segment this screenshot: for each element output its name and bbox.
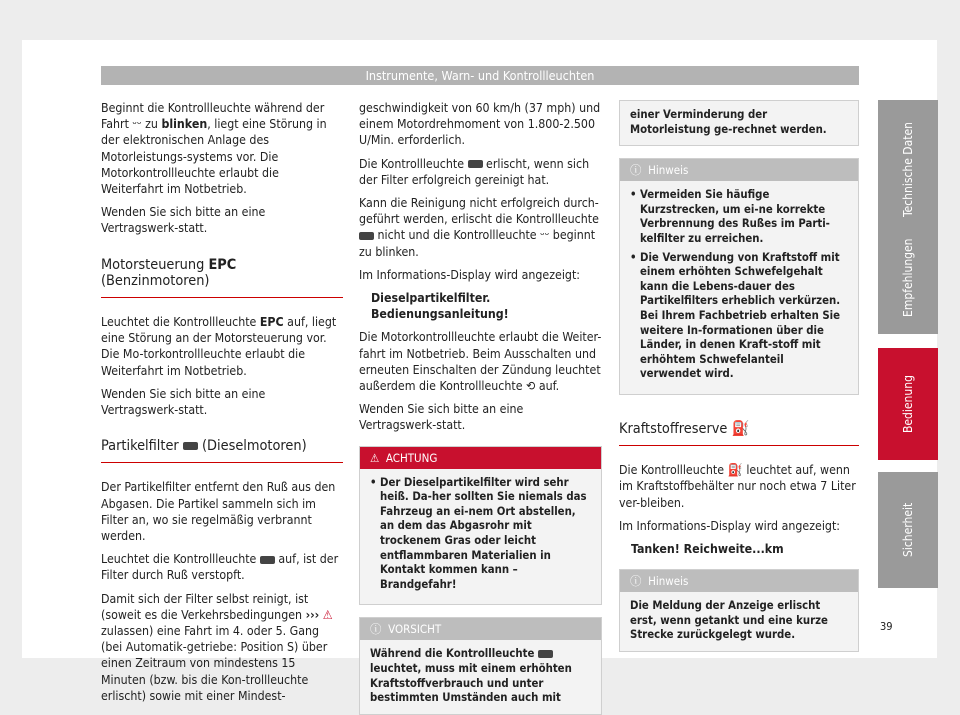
display-message: Dieselpartikelfilter. Bedienungsanleitung! xyxy=(371,291,509,322)
side-tab-bedienung[interactable]: Bedienung xyxy=(878,348,938,460)
hint-box xyxy=(619,158,859,395)
hint-item: • Vermeiden Sie häufige Kurzstrecken, um ei-ne korrekte Verbrennung des Rußes im Parti-kelfilter zu erreichen. xyxy=(630,188,848,246)
paragraph: Die Kontrollleuchte ⛽ leuchtet auf, wenn im Kraftstoffbehälter nur noch etwa 7 Liter ver-bleiben. xyxy=(619,463,856,510)
caution-box xyxy=(359,617,602,714)
warning-text: • Der Dieselpartikelfilter wird sehr heiß. Da-her sollten Sie niemals das Fahrzeug an ei-nem Ort abstellen, an dem das Abgasrohr mit trockenem Gras oder leicht entflammbaren Materialien in Kontakt kommen kann – Brandgefahr! xyxy=(370,476,591,593)
fuel-pump-icon: ⛽ xyxy=(727,463,743,478)
chapter-header: Instrumente, Warn- und Kontrollleuchten xyxy=(101,66,859,85)
paragraph: Wenden Sie sich bitte an eine Vertragswerk-statt. xyxy=(101,386,266,418)
paragraph: Die Kontrollleuchte erlischt, wenn sich der Filter erfolgreich gereinigt hat. xyxy=(359,156,590,187)
caution-text: Während die Kontrollleuchte leuchtet, muss mit einem erhöhten Kraftstoffverbrauch und unter bestimmten Umständen auch mit xyxy=(370,647,572,705)
hint-text: Die Meldung der Anzeige erlischt erst, wenn getankt und eine kurze Strecke zurückgelegt wurde. xyxy=(630,599,828,642)
side-tab-empfehlungen[interactable]: Empfehlungen xyxy=(878,222,938,334)
info-icon: ⓘ xyxy=(630,574,642,589)
paragraph: Damit sich der Filter selbst reinigt, ist (soweit es die Verkehrsbedingungen ››› ⚠ zulassen) eine Fahrt im 4. oder 5. Gang (bei Automatik-getriebe: Position S) über einen Zeitraum von mindestens 15 Minuten (bzw. bis die Kon-trollleuchte erlischt) sowie mit einer Mindest- xyxy=(101,591,333,703)
paragraph: Wenden Sie sich bitte an eine Vertragswerk-statt. xyxy=(359,402,524,433)
hint-item: • Die Verwendung von Kraftstoff mit einem erhöhten Schwefelgehalt kann die Lebens-dauer des Partikelfilters erheblich verkürzen. Bei Ihrem Fachbetrieb erhalten Sie weitere In-formationen über die Länder, in denen Kraft-stoff mit erhöhtem Schwefelanteil verwendet wird. xyxy=(630,251,848,382)
info-icon: ⓘ xyxy=(630,163,642,178)
paragraph: Leuchtet die Kontrollleuchte EPC auf, liegt eine Störung an der Motorsteuerung vor. Die Mo-torkontrollleuchte erlaubt die Weiterfahrt im Notbetrieb. xyxy=(101,315,337,378)
paragraph: Wenden Sie sich bitte an eine Vertragswerk-statt. xyxy=(101,205,266,236)
page-number: 39 xyxy=(880,620,893,633)
caution-box-continued xyxy=(619,100,859,146)
epc-icon: EPC xyxy=(208,256,237,273)
paragraph: Der Partikelfilter entfernt den Ruß aus den Abgasen. Die Partikel sammeln sich im Filter an, wo sie regelmäßig verbrannt werden. xyxy=(101,480,336,544)
section-heading-motorsteuerung: Motorsteuerung EPC (Benzinmotoren) xyxy=(101,257,343,298)
paragraph: Beginnt die Kontrollleuchte während der Fahrt ᵕᵕ zu blinken, liegt eine Störung in der elektronischen Anlage des Motorleistungs-systems vor. Die Motorkontrollleuchte erlaubt die Weiterfahrt im Notbetrieb. xyxy=(101,101,327,197)
warning-triangle-icon: ⚠ xyxy=(370,450,380,465)
column-2 xyxy=(359,100,602,715)
epc-icon: EPC xyxy=(259,315,284,330)
particle-filter-icon xyxy=(538,650,553,658)
glow-plug-icon: ᵕᵕ xyxy=(540,228,550,243)
side-tab-sicherheit[interactable]: Sicherheit xyxy=(878,472,938,588)
paragraph: Kann die Reinigung nicht erfolgreich durch-geführt werden, erlischt die Kontrollleuchte nicht und die Kontrollleuchte ᵕᵕ beginnt zu blinken. xyxy=(359,196,599,259)
paragraph: Im Informations-Display wird angezeigt: xyxy=(619,518,841,533)
arrows-reference-icon: ››› xyxy=(305,607,320,622)
section-heading-partikelfilter: Partikelfilter (Dieselmotoren) xyxy=(101,438,343,463)
warning-triangle-icon: ⚠ xyxy=(322,607,333,622)
column-3 xyxy=(619,100,859,652)
particle-filter-icon xyxy=(260,556,275,564)
glow-plug-icon: ᵕᵕ xyxy=(132,117,142,132)
paragraph: Im Informations-Display wird angezeigt: xyxy=(359,267,581,282)
display-message: Tanken! Reichweite...km xyxy=(631,541,784,556)
section-heading-kraftstoffreserve: Kraftstoffreserve ⛽ xyxy=(619,421,859,446)
fuel-pump-icon: ⛽ xyxy=(731,420,750,437)
hint-header: ⓘ Hinweis xyxy=(620,159,858,181)
hint-header: ⓘ Hinweis xyxy=(620,570,858,592)
warning-header: ⚠ ACHTUNG xyxy=(360,447,601,469)
engine-check-icon: ⟲ xyxy=(526,379,536,394)
particle-filter-icon xyxy=(183,442,198,450)
paragraph: geschwindigkeit von 60 km/h (37 mph) und einem Motordrehmoment von 1.800-2.500 U/Min. erforderlich. xyxy=(359,101,601,148)
particle-filter-icon xyxy=(359,232,374,240)
particle-filter-icon xyxy=(468,160,483,168)
warning-box xyxy=(359,446,602,606)
paragraph: Die Motorkontrollleuchte erlaubt die Weiter-fahrt im Notbetrieb. Beim Ausschalten und erneuten Einschalten der Zündung leuchtet außerdem die Kontrollleuchte ⟲ auf. xyxy=(359,330,602,394)
hint-box-2 xyxy=(619,569,859,652)
caution-circle-icon: ⓘ xyxy=(370,622,382,637)
caution-text-continued: einer Verminderung der Motorleistung ge-rechnet werden. xyxy=(630,108,827,136)
caution-header: ⓘ VORSICHT xyxy=(360,618,601,640)
side-tab-technische-daten[interactable]: Technische Daten xyxy=(878,100,938,240)
column-1 xyxy=(101,100,343,711)
paragraph: Leuchtet die Kontrollleuchte auf, ist der Filter durch Ruß verstopft. xyxy=(101,552,339,583)
